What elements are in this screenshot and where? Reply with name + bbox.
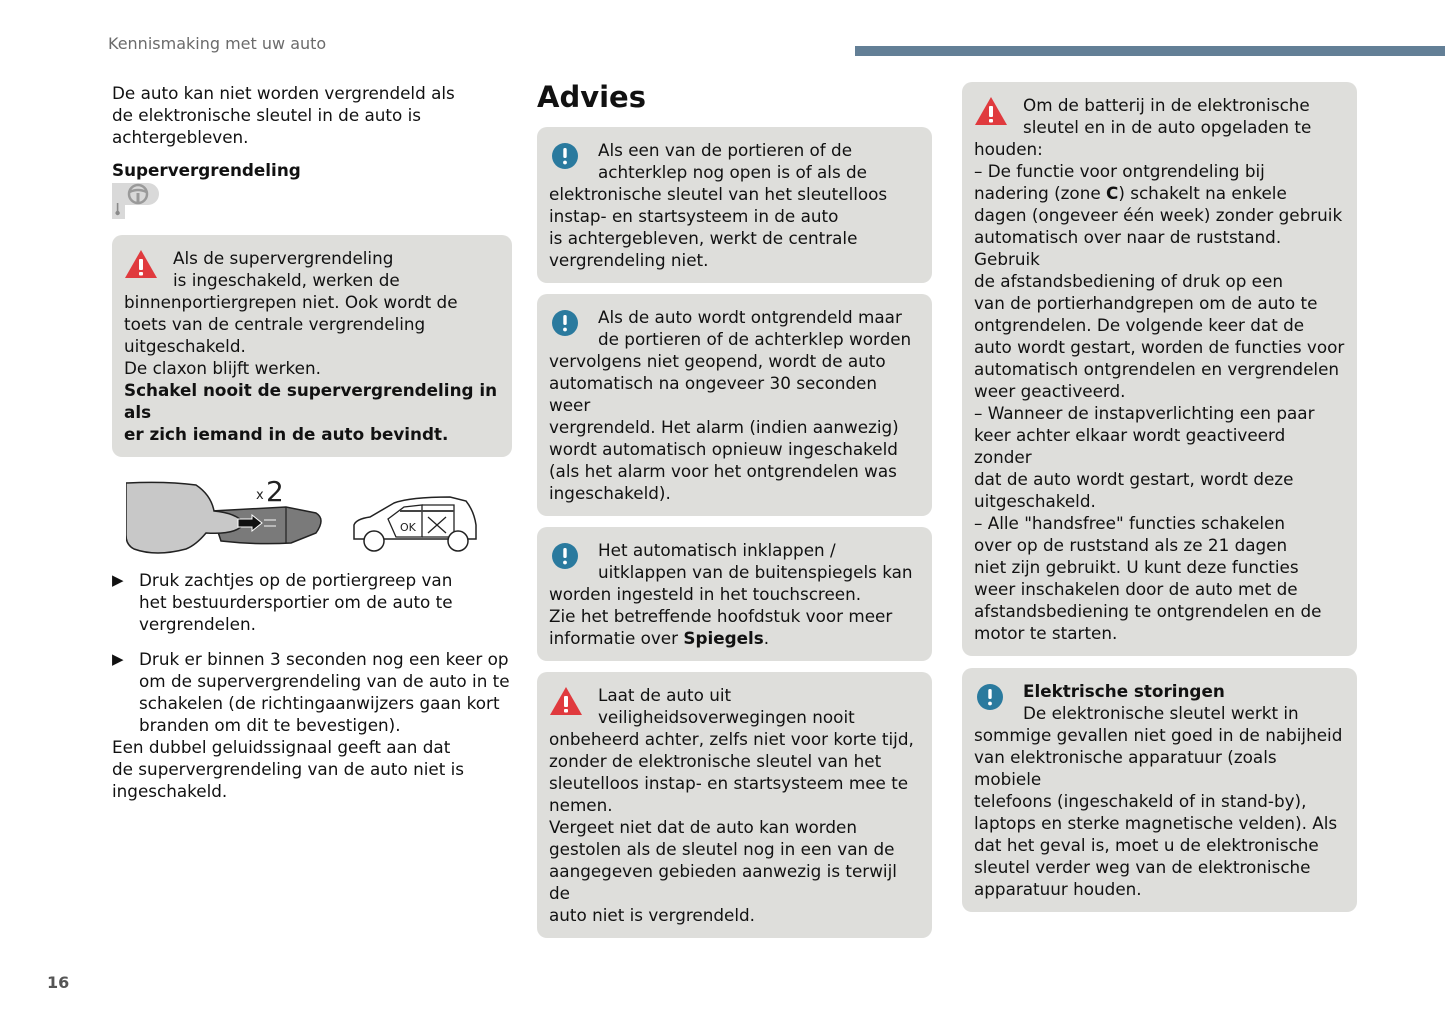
- info-line: Het automatisch inklappen /: [598, 540, 836, 560]
- warning-line: Vergeet niet dat de auto kan worden: [549, 817, 858, 837]
- warning-line: houden:: [974, 139, 1043, 159]
- warning-line: – De functie voor ontgrendeling bij: [974, 161, 1265, 181]
- outro-line: Een dubbel geluidssignaal geeft aan dat: [112, 737, 451, 757]
- info-box-open-doors: [537, 127, 932, 283]
- warning-line: – Alle "handsfree" functies schakelen: [974, 513, 1286, 533]
- warning-line: Om de batterij in de elektronische: [1023, 95, 1310, 115]
- info-line: is achtergebleven, werkt de centrale: [549, 228, 858, 248]
- warning-line: uitgeschakeld.: [124, 336, 246, 356]
- warning-line: ontgrendelen. De volgende keer dat de: [974, 315, 1305, 335]
- info-line: sommige gevallen niet goed in de nabijheid: [974, 725, 1343, 745]
- info-line: de portieren of de achterklep worden: [598, 329, 912, 349]
- intro-line: achtergebleven.: [112, 127, 249, 147]
- warning-emphasis-line: Schakel nooit de supervergrendeling in als: [124, 380, 498, 422]
- header-accent-bar: [855, 46, 1445, 56]
- warning-line: onbeheerd achter, zelfs niet voor korte tijd,: [549, 729, 914, 749]
- warning-line: gestolen als de sleutel nog in een van de: [549, 839, 895, 859]
- intro-line: De auto kan niet worden vergrendeld als: [112, 83, 455, 103]
- info-line: wordt automatisch opnieuw ingeschakeld: [549, 439, 898, 459]
- zone-label: C: [1106, 183, 1119, 203]
- door-handle-illustration: [112, 475, 512, 557]
- press-count: 2: [266, 475, 284, 508]
- warning-line: over op de ruststand als ze 21 dagen: [974, 535, 1288, 555]
- spiegels-chapter-link: Spiegels: [683, 628, 764, 648]
- info-exclamation-icon: [549, 141, 583, 171]
- info-exclamation-icon: [549, 541, 583, 571]
- warning-line: nemen.: [549, 795, 613, 815]
- info-line-prefix: informatie over: [549, 628, 684, 648]
- section-title: Kennismaking met uw auto: [108, 34, 327, 53]
- intro-text: [112, 82, 512, 148]
- outro-line: de supervergrendeling van de auto niet is: [112, 759, 465, 779]
- outro-line: ingeschakeld.: [112, 781, 228, 801]
- warning-line: automatisch over naar de ruststand. Gebruik: [974, 227, 1282, 269]
- warning-line: weer inschakelen door de auto met de: [974, 579, 1298, 599]
- info-line: vergrendeling niet.: [549, 250, 709, 270]
- info-line: dat het geval is, moet u de elektronische: [974, 835, 1319, 855]
- warning-triangle-icon: [124, 249, 158, 279]
- warning-box-battery: [962, 82, 1357, 656]
- warning-line: zonder de elektronische sleutel van het: [549, 751, 882, 771]
- info-line: van elektronische apparatuur (zoals mobiele: [974, 747, 1277, 789]
- play-arrow-icon: ▶: [112, 650, 124, 668]
- info-line-suffix: .: [763, 628, 770, 648]
- step-line: Druk zachtjes op de portiergreep van: [139, 570, 453, 590]
- play-arrow-icon: ▶: [112, 571, 124, 589]
- warning-line: motor te starten.: [974, 623, 1118, 643]
- warning-line: sleutel en in de auto opgeladen te: [1023, 117, 1312, 137]
- warning-line: aangegeven gebieden aanwezig is terwijl de: [549, 861, 897, 903]
- zone-suffix: ) schakelt na enkele: [1118, 183, 1287, 203]
- warning-triangle-icon: [549, 686, 583, 716]
- warning-line: automatisch ontgrendelen en vergrendelen: [974, 359, 1340, 379]
- info-line: elektronische sleutel van het sleutelloos: [549, 184, 888, 204]
- step-line: branden om dit te bevestigen).: [139, 715, 401, 735]
- info-line: laptops en sterke magnetische velden). Als: [974, 813, 1338, 833]
- warning-line: uitgeschakeld.: [974, 491, 1096, 511]
- warning-line: keer achter elkaar wordt geactiveerd zonder: [974, 425, 1286, 467]
- car-doors-icon: [350, 489, 480, 559]
- warning-emphasis-line: er zich iemand in de auto bevindt.: [124, 424, 449, 444]
- step-item: [112, 648, 512, 736]
- info-line: achterklep nog open is of als de: [598, 162, 867, 182]
- warning-line: afstandsbediening te ontgrendelen en de: [974, 601, 1322, 621]
- info-exclamation-icon: [549, 308, 583, 338]
- step-line: schakelen (de richtingaanwijzers gaan kort: [139, 693, 500, 713]
- warning-line: dat de auto wordt gestart, wordt deze: [974, 469, 1294, 489]
- warning-line: – Wanneer de instapverlichting een paar: [974, 403, 1315, 423]
- step-item: [112, 569, 512, 635]
- warning-box-unattended: [537, 672, 932, 938]
- info-line: Als een van de portieren of de: [598, 140, 853, 160]
- info-line: apparatuur houden.: [974, 879, 1142, 899]
- info-box-mirrors: [537, 527, 932, 661]
- warning-line: dagen (ongeveer één week) zonder gebruik: [974, 205, 1343, 225]
- warning-line: de afstandsbediening of druk op een: [974, 271, 1283, 291]
- info-line: telefoons (ingeschakeld of in stand-by),: [974, 791, 1307, 811]
- info-line: (als het alarm voor het ontgrendelen was: [549, 461, 897, 481]
- info-line: vergrendeld. Het alarm (indien aanwezig): [549, 417, 899, 437]
- zone-prefix: nadering (zone: [974, 183, 1106, 203]
- info-line: instap- en startsysteem in de auto: [549, 206, 839, 226]
- info-line: worden ingesteld in het touchscreen.: [549, 584, 862, 604]
- step-line: om de supervergrendeling van de auto in te: [139, 671, 510, 691]
- info-exclamation-icon: [974, 682, 1008, 712]
- warning-line: auto wordt gestart, worden de functies voor: [974, 337, 1345, 357]
- info-line: uitklappen van de buitenspiegels kan: [598, 562, 913, 582]
- info-line: sleutel verder weg van de elektronische: [974, 857, 1311, 877]
- warning-line: niet zijn gebruikt. U kunt deze functies: [974, 557, 1299, 577]
- warning-line: Laat de auto uit: [598, 685, 732, 705]
- warning-triangle-icon: [974, 96, 1008, 126]
- info-line: [549, 627, 920, 649]
- interference-heading: Elektrische storingen: [1023, 681, 1225, 701]
- warning-line: [974, 182, 1345, 204]
- info-box-auto-relock: [537, 294, 932, 516]
- column-2: [537, 80, 932, 949]
- warning-line: De claxon blijft werken.: [124, 358, 321, 378]
- press-count-prefix: x: [256, 488, 264, 503]
- car-ok-label: OK: [400, 521, 416, 534]
- warning-line: sleutelloos instap- en startsysteem mee te: [549, 773, 909, 793]
- column-3: [962, 82, 1357, 912]
- warning-line: toets van de centrale vergrendeling: [124, 314, 426, 334]
- page-number: 16: [47, 973, 70, 992]
- warning-line: veiligheidsoverwegingen nooit: [598, 707, 855, 727]
- advies-heading: Advies: [537, 80, 646, 114]
- supervergrendeling-heading: Supervergrendeling: [112, 160, 301, 180]
- step-line: Druk er binnen 3 seconden nog een keer op: [139, 649, 509, 669]
- info-line: Als de auto wordt ontgrendeld maar: [598, 307, 902, 327]
- info-line: ingeschakeld).: [549, 483, 671, 503]
- warning-line: is ingeschakeld, werken de: [173, 270, 400, 290]
- step-line: vergrendelen.: [139, 614, 256, 634]
- info-line: vervolgens niet geopend, wordt de auto: [549, 351, 886, 371]
- info-line: automatisch na ongeveer 30 seconden weer: [549, 373, 878, 415]
- step-line: het bestuurdersportier om de auto te: [139, 592, 453, 612]
- steering-wheel-thermometer-icon: [112, 183, 160, 219]
- column-1: [112, 82, 512, 802]
- warning-line: Als de supervergrendeling: [173, 248, 394, 268]
- supervergrendeling-warning-box: [112, 235, 512, 457]
- info-line: De elektronische sleutel werkt in: [1023, 703, 1299, 723]
- outro-text: [112, 736, 512, 802]
- warning-line: binnenportiergrepen niet. Ook wordt de: [124, 292, 458, 312]
- warning-line: weer geactiveerd.: [974, 381, 1126, 401]
- intro-line: de elektronische sleutel in de auto is: [112, 105, 421, 125]
- info-line: Zie het betreffende hoofdstuk voor meer: [549, 606, 893, 626]
- warning-line: auto niet is vergrendeld.: [549, 905, 756, 925]
- warning-line: van de portierhandgrepen om de auto te: [974, 293, 1318, 313]
- info-box-interference: [962, 668, 1357, 912]
- hand-pressing-handle-icon: [126, 475, 326, 559]
